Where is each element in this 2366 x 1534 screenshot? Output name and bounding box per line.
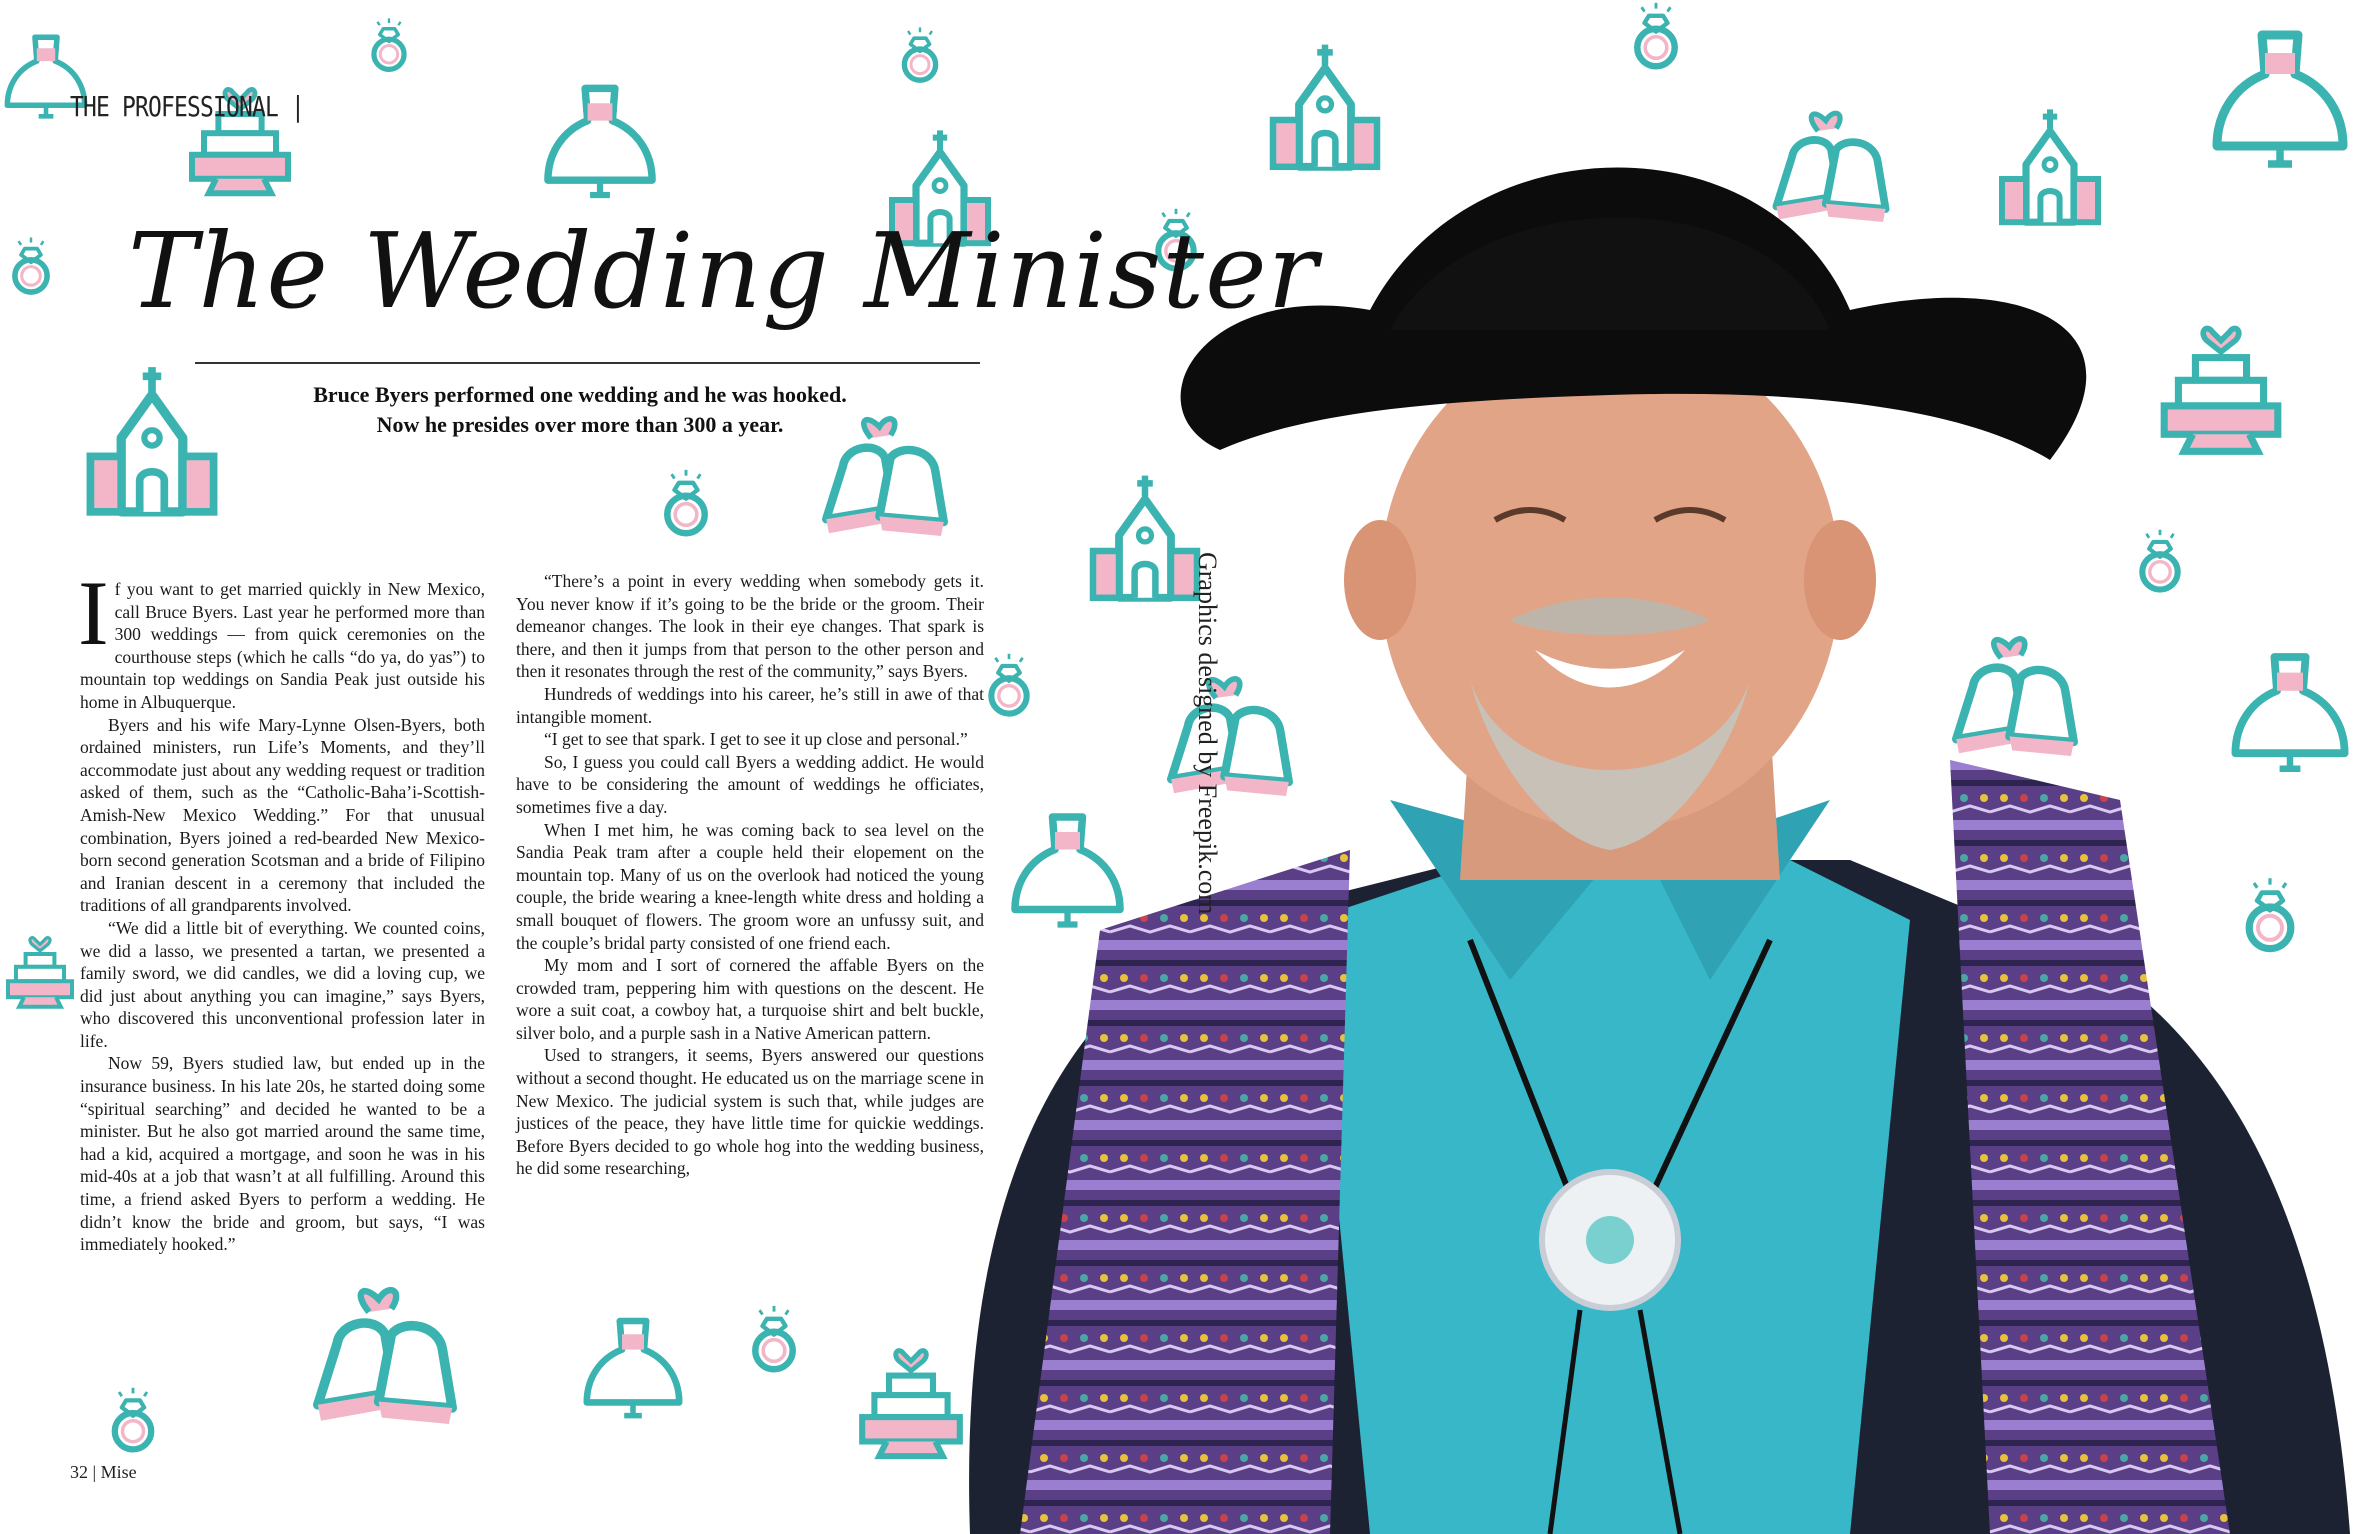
body-paragraph: So, I guess you could call Byers a wedding addict. He would have to be considering the amount of weddings he officiates, sometimes five a day.: [516, 751, 984, 817]
ring-icon: [890, 20, 950, 90]
drop-cap: I: [78, 562, 109, 664]
body-column-1: [78, 562, 485, 1256]
chapel-icon: [75, 356, 229, 526]
wedding-dress-icon: [2205, 20, 2355, 170]
deck-line-2: Now he presides over more than 300 a year.: [376, 412, 784, 437]
body-paragraph: Used to strangers, it seems, Byers answered our questions without a second thought. He educated us on the marriage scene in New Mexico. The judicial system is such that, while judges are justices of the peace, they have little time for quickie weddings. Before Byers decided to go whole hog into the wedding business, he did some researching,: [516, 1045, 984, 1179]
body-paragraph: “There’s a point in every wedding when somebody gets it. You never know if it’s going to be the bride or the groom. Their demeanor changes. The look in their eye changes. That spark is there, and then it jumps from that person to the other person and then it resonates through the rest of the community,” says Byers.: [516, 571, 984, 682]
body-paragraph: If you want to get married quickly in New Mexico, call Bruce Byers. Last year he performed more than 300 weddings — from quick ceremonies on the courthouse steps (which he calls “do ya, do yas”) to mountain top weddings on Sandia Peak just outside his home in Albuquerque.: [78, 562, 485, 712]
wedding-cake-icon: [0, 880, 80, 1060]
body-paragraph: Now 59, Byers studied law, but ended up in the insurance business. In his late 20s, he started doing some “spiritual searching” and decided he wanted to be a minister. But he also got married around the same time, had a kid, acquired a mortgage, and soon he was in his mid-40s at a job that wasn’t at all fulfilling. Around this time, a friend asked Byers to perform a wedding. He didn’t know the bride and groom, but says, “I was immediately hooked.”: [80, 1053, 485, 1255]
ring-icon: [98, 1375, 168, 1465]
portrait-photo: [950, 160, 2366, 1534]
page-folio: 32 | Mise: [70, 1462, 137, 1482]
ring-icon: [360, 10, 418, 80]
article-title: The Wedding Minister: [128, 210, 1319, 332]
body-paragraph: Byers and his wife Mary-Lynne Olsen-Byers, both ordained ministers, run Life’s Moments, and they’ll accommodate just about any wedding request or tradition asked of them, such as the “Catholic-Baha’i-Scottish-Amish-New Mexico Wedding.” For that unusual combination, Byers joined a red-bearded New Mexico-born second generation Scotsman and a bride of Filipino and Iranian descent in a ceremony that included the traditions of all grandparents involved.: [80, 714, 485, 916]
ring-icon: [1620, 0, 1692, 72]
body-paragraph: Hundreds of weddings into his career, he’s still in awe of that intangible moment.: [516, 683, 984, 727]
article-deck: [260, 380, 900, 440]
title-rule: [195, 362, 980, 364]
body-paragraph: My mom and I sort of cornered the affable Byers on the crowded tram, peppering him with questions on the descent. He wore a suit coat, a cowboy hat, a turquoise shirt and belt buckle, silver bolo, and a purple sash in a Native American pattern.: [516, 955, 984, 1043]
body-paragraph: “We did a little bit of everything. We counted coins, we did a lasso, we presented a tartan, we presented a family sword, we did candles, we did a loving cup, we did just about anything you can imagine,” says Byers, who discovered this unconventional profession later in life.: [80, 917, 485, 1051]
ring-icon: [650, 460, 722, 546]
deck-line-1: Bruce Byers performed one wedding and he was hooked.: [313, 382, 847, 407]
wedding-dress-icon: [538, 68, 662, 208]
graphics-credit: Graphics designed by Freepik.com: [1193, 552, 1222, 915]
ring-icon: [738, 1298, 810, 1380]
wedding-dress-icon: [578, 1290, 688, 1440]
wedding-cake-icon: [180, 68, 300, 208]
ring-icon: [0, 230, 62, 302]
wedding-bells-icon: [300, 1280, 470, 1440]
body-paragraph: When I met him, he was coming back to sea level on the Sandia Peak tram after a couple held their elopement on the mountain top. Many of us on the overlook had noticed the young couple, the bride wearing a knee-length white dress and holding a small bouquet of flowers. The groom wore an unfussy suit, and the couple’s bridal party consisted of one friend each.: [516, 819, 984, 953]
body-paragraph: “I get to see that spark. I get to see it up close and personal.”: [544, 729, 968, 750]
body-column-2: [516, 570, 984, 1180]
section-label: THE PROFESSIONAL |: [70, 90, 305, 123]
